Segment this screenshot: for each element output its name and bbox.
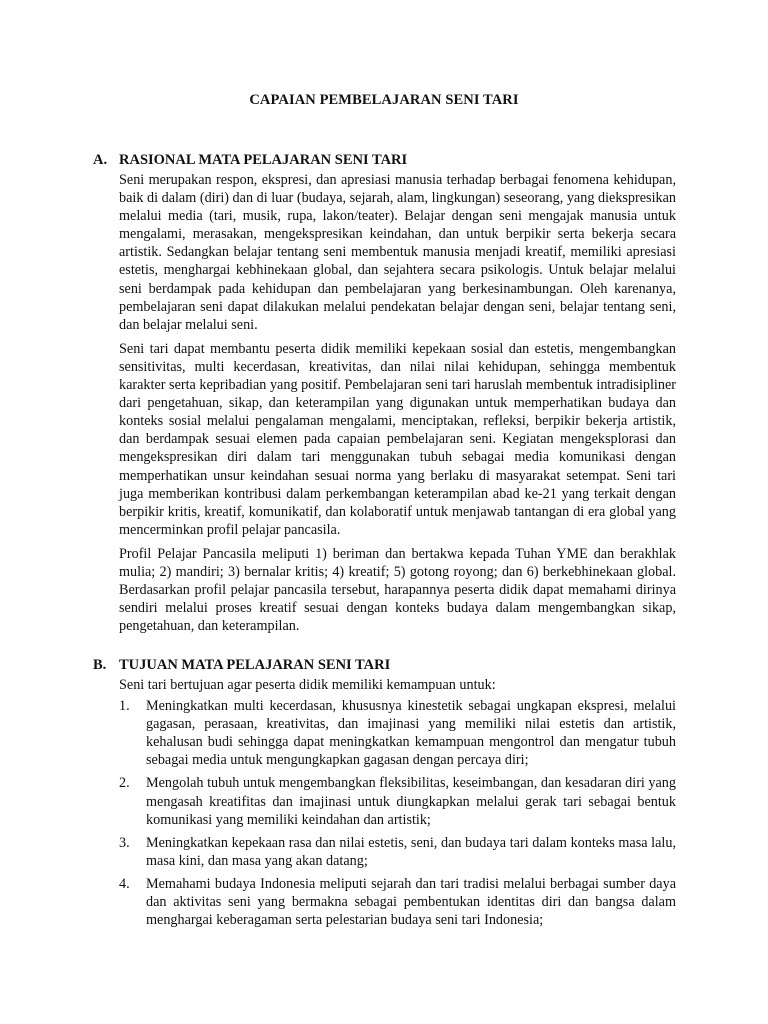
list-item bbox=[119, 875, 676, 929]
section-heading bbox=[93, 656, 676, 676]
section-title: TUJUAN MATA PELAJARAN SENI TARI bbox=[119, 657, 391, 673]
list-item-text: Memahami budaya Indonesia meliputi sejarah dan tari tradisi melalui berbagai sumber daya dan aktivitas seni yang bermakna sebagai pembentukan identitas diri dan bangsa dalam menghargai keberagaman serta pelestarian budaya seni tari Indonesia; bbox=[146, 875, 676, 929]
list-item-text: Mengolah tubuh untuk mengembangkan fleksibilitas, keseimbangan, dan kesadaran diri yang mengasah kreatifitas dan imajinasi untuk diungkapkan melalui gerak tari sebagai bentuk komunikasi yang memiliki keindahan dan artistik; bbox=[146, 775, 676, 828]
section-title: RASIONAL MATA PELAJARAN SENI TARI bbox=[119, 152, 408, 168]
list-item bbox=[119, 834, 676, 870]
paragraph-rasional-2: Seni tari dapat membantu peserta didik memiliki kepekaan sosial dan estetis, mengembangkan sensitivitas, multi kecerdasan, kreativitas, dan nilai nilai kehidupan, sehingga membentuk karakter serta kepribadian yang positif. Pembelajaran seni tari haruslah membentuk intradisipliner dari pengetahuan, sikap, dan keterampilan yang digunakan untuk memperhatikan budaya dan konteks sosial melalui pengalaman mengalami, menciptakan, refleksi, berpikir bekerja artistik, dan berdampak sesuai elemen pada capaian pembelajaran seni. Kegiatan mengeksplorasi dan mengekspresikan diri dalam tari menggunakan tubuh sebagai media komunikasi dengan memperhatikan unsur keindahan sesuai norma yang berlaku di masyarakat setempat. Seni tari juga memberikan kontribusi dalam perkembangan keterampilan abad ke-21 yang terkait dengan berpikir kritis, kreatif, komunikatif, dan kolaboratif untuk menjawab tantangan di era global yang mencerminkan profil pelajar pancasila. bbox=[119, 340, 676, 538]
list-item-text: Meningkatkan kepekaan rasa dan nilai estetis, seni, dan budaya tari dalam konteks masa lalu, masa kini, dan masa yang akan datang; bbox=[146, 834, 676, 869]
section-rasional bbox=[93, 151, 676, 641]
paragraph-rasional-3: Profil Pelajar Pancasila meliputi 1) beriman dan bertakwa kepada Tuhan YME dan berakhlak mulia; 2) mandiri; 3) bernalar kritis; 4) kreatif; 5) gotong royong; dan 6) berkebhinekaan global. Berdasarkan profil pelajar pancasila tersebut, harapannya peserta didik dapat memahami dirinya sendiri melalui proses kreatif sesuai dengan konteks budaya dalam mengembangkan sikap, pengetahuan, dan keterampilan. bbox=[119, 545, 676, 635]
section-body bbox=[119, 171, 676, 635]
list-item-text: Meningkatkan multi kecerdasan, khususnya kinestetik sebagai ungkapan ekspresi, melalui gagasan, perasaan, kreativitas, dan imajinasi yang memiliki nilai estetis dan artistik, kehalusan budi sehingga dapat meningkatkan kemampuan mengontrol dan mengatur tubuh sebagai media untuk mengungkapkan gagasan dengan percaya diri; bbox=[146, 698, 676, 769]
list-item bbox=[119, 774, 676, 828]
list-item bbox=[119, 697, 676, 769]
list-item-number: 4. bbox=[119, 875, 130, 892]
goal-list bbox=[119, 697, 676, 929]
list-item-number: 1. bbox=[119, 698, 130, 715]
section-body bbox=[119, 676, 676, 929]
section-heading bbox=[93, 151, 676, 171]
paragraph-rasional-1: Seni merupakan respon, ekspresi, dan apresiasi manusia terhadap berbagai fenomena kehidupan, baik di dalam (diri) dan di luar (budaya, sejarah, alam, lingkungan) seseorang, yang diekspresikan melalui media (tari, musik, rupa, lakon/teater). Belajar dengan seni mengajak manusia untuk mengalami, merasakan, mengekspresikan keindahan, dan untuk berpikir serta bekerja secara artistik. Sedangkan belajar tentang seni membentuk manusia menjadi kreatif, memiliki apresiasi estetis, menghargai kebhinekaan global, dan sejahtera secara psikologis. Untuk belajar melalui seni berdampak pada kehidupan dan pembelajaran yang berkesinambungan. Oleh karenanya, pembelajaran seni dapat dilakukan melalui pendekatan belajar dengan seni, belajar tentang seni, dan belajar melalui seni. bbox=[119, 172, 676, 333]
list-item-number: 2. bbox=[119, 775, 130, 792]
list-intro: Seni tari bertujuan agar peserta didik memiliki kemampuan untuk: bbox=[119, 677, 496, 693]
document-title: CAPAIAN PEMBELAJARAN SENI TARI bbox=[249, 92, 519, 108]
list-item-number: 3. bbox=[119, 834, 130, 851]
section-tujuan bbox=[93, 656, 676, 934]
section-letter: A. bbox=[93, 152, 108, 168]
section-letter: B. bbox=[93, 657, 107, 673]
